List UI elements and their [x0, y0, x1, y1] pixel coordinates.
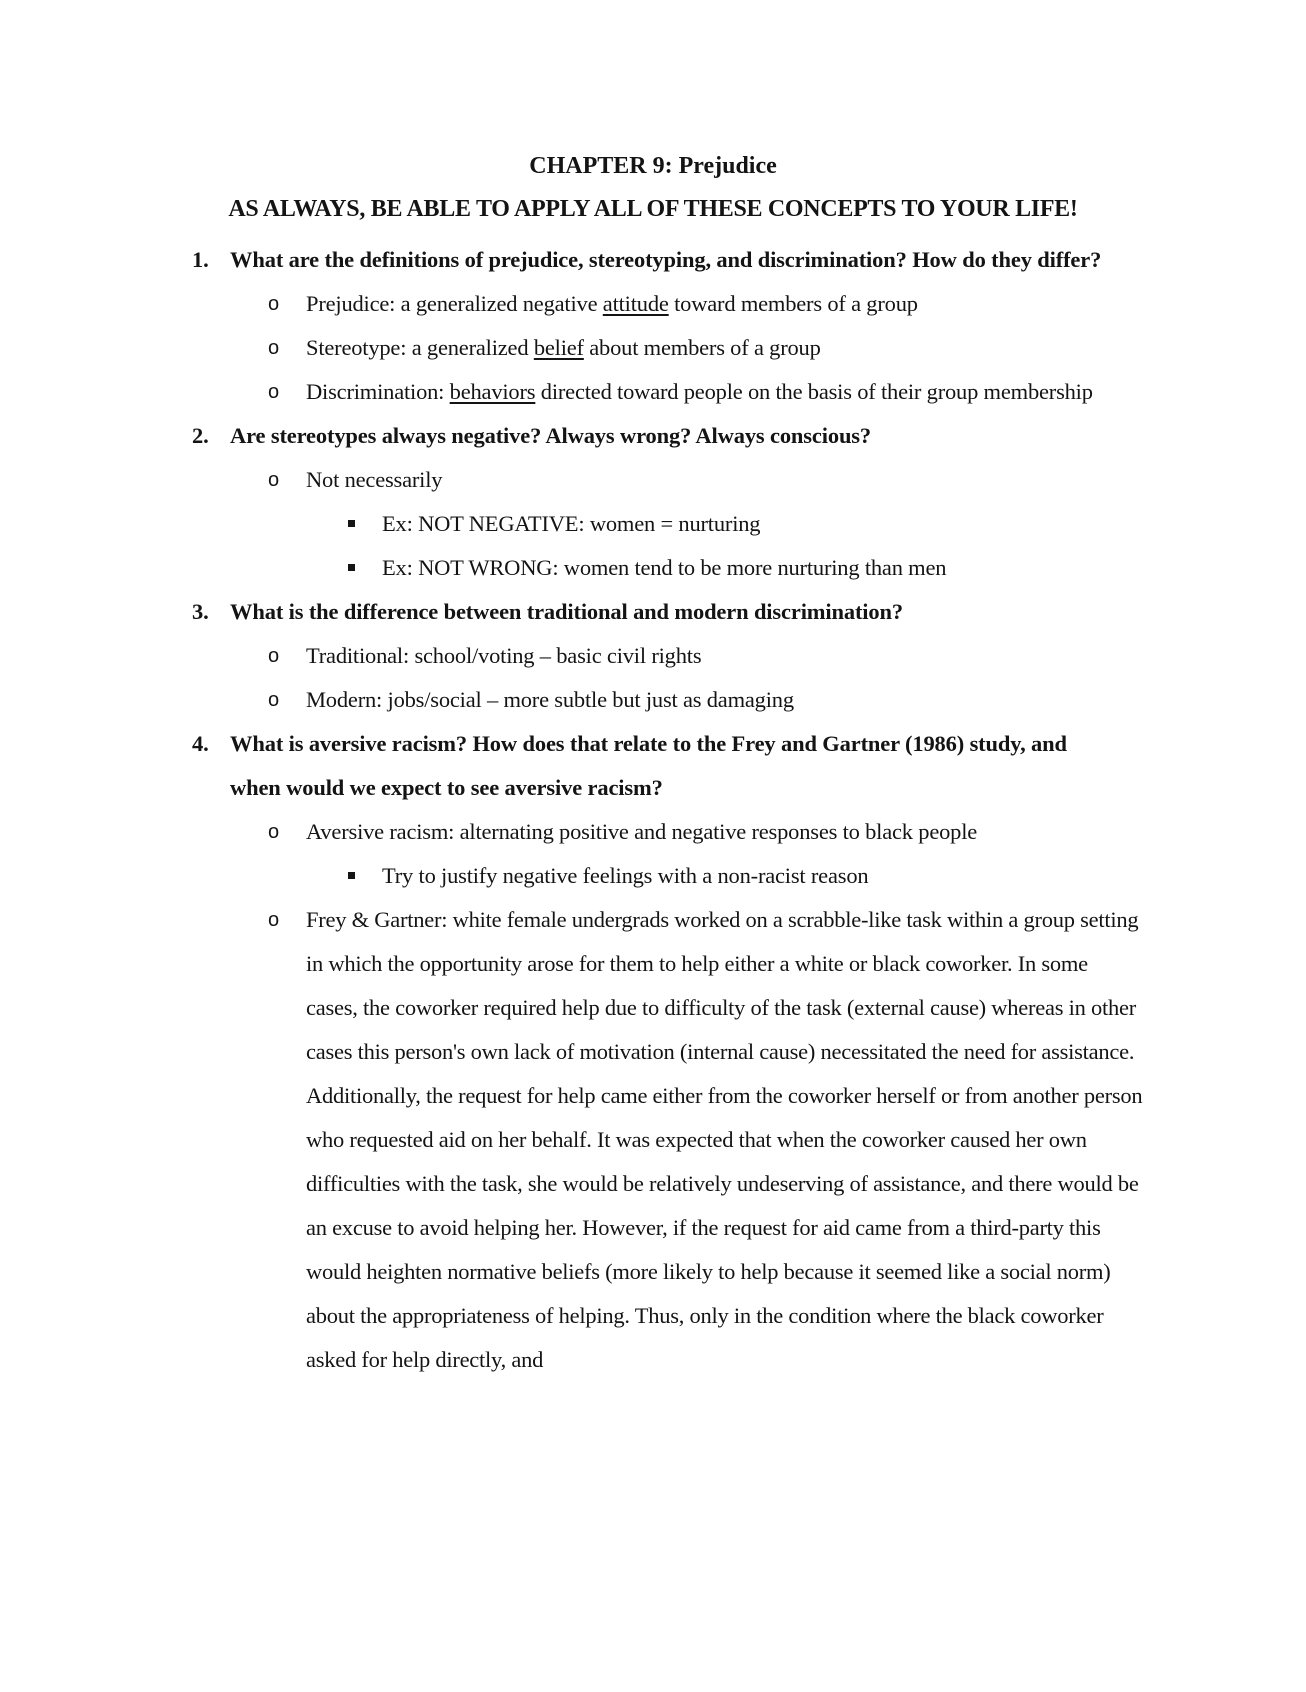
- question-3: [192, 590, 1110, 634]
- list-item: [268, 282, 1136, 326]
- square-bullet-icon: [348, 564, 355, 571]
- list-item: [268, 370, 1136, 414]
- question-text: What is aversive racism? How does that relate to the Frey and Gartner (1986) study, and when would we expect to see aversive racism?: [230, 731, 1067, 800]
- item-text: Stereotype: a generalized: [306, 335, 534, 360]
- bullet-marker: o: [268, 645, 279, 667]
- question-4: [192, 722, 1110, 810]
- item-text: Traditional: school/voting – basic civil rights: [306, 643, 702, 668]
- bullet-marker: o: [268, 469, 279, 491]
- bullet-marker: o: [268, 821, 279, 843]
- bullet-marker: o: [268, 293, 279, 315]
- item-text: directed toward people on the basis of their group membership: [535, 379, 1093, 404]
- list-item-paragraph: [268, 898, 1144, 1382]
- question-number: 3.: [192, 599, 209, 624]
- item-text: Try to justify negative feelings with a non-racist reason: [382, 863, 869, 888]
- list-item: [268, 634, 1136, 678]
- bullet-marker: o: [268, 337, 279, 359]
- question-number: 1.: [192, 247, 209, 272]
- sub-list-item: [382, 546, 1142, 590]
- page-subtitle: AS ALWAYS, BE ABLE TO APPLY ALL OF THESE CONCEPTS TO YOUR LIFE!: [228, 196, 1078, 222]
- item-text: Aversive racism: alternating positive and negative responses to black people: [306, 819, 978, 844]
- square-bullet-icon: [348, 872, 355, 879]
- item-text: Prejudice: a generalized negative: [306, 291, 603, 316]
- question-1: [192, 238, 1110, 282]
- list-item: [268, 678, 1136, 722]
- item-text: toward members of a group: [668, 291, 918, 316]
- question-text: What are the definitions of prejudice, stereotyping, and discrimination? How do they differ?: [230, 247, 1102, 272]
- list-item: [268, 326, 1136, 370]
- square-bullet-icon: [348, 520, 355, 527]
- question-2: [192, 414, 1110, 458]
- item-text: about members of a group: [583, 335, 821, 360]
- bullet-marker: o: [268, 381, 279, 403]
- sub-list-item: [382, 854, 1142, 898]
- question-text: What is the difference between traditional and modern discrimination?: [230, 599, 903, 624]
- page-title: CHAPTER 9: Prejudice: [529, 153, 777, 179]
- underlined-term: belief: [533, 335, 584, 360]
- question-number: 4.: [192, 731, 209, 756]
- underlined-term: behaviors: [449, 379, 536, 404]
- list-item: [268, 458, 1136, 502]
- item-text: Ex: NOT WRONG: women tend to be more nurturing than men: [382, 555, 947, 580]
- item-text: Modern: jobs/social – more subtle but just as damaging: [306, 687, 794, 712]
- item-text: Ex: NOT NEGATIVE: women = nurturing: [382, 511, 761, 536]
- bullet-marker: o: [268, 909, 279, 931]
- sub-list-item: [382, 502, 1142, 546]
- bullet-marker: o: [268, 689, 279, 711]
- question-list: [0, 238, 1306, 1382]
- question-text: Are stereotypes always negative? Always wrong? Always conscious?: [230, 423, 872, 448]
- list-item: [268, 810, 1136, 854]
- paragraph-text: Frey & Gartner: white female undergrads worked on a scrabble-like task within a group setting in which the opportunity arose for them to help either a white or black coworker. In some cases, the coworker required help due to difficulty of the task (external cause) whereas in other cases this person's own lack of motivation (internal cause) necessitated the need for assistance. Additionally, the request for help came either from the coworker herself or from another person who requested aid on her behalf. It was expected that when the coworker caused her own difficulties with the task, she would be relatively undeserving of assistance, and there would be an excuse to avoid helping her. However, if the request for aid came from a third-party this would heighten normative beliefs (more likely to help because it seemed like a social norm) about the appropriateness of helping. Thus, only in the condition where the black coworker asked for help directly, and: [306, 907, 1143, 1372]
- underlined-term: attitude: [602, 291, 669, 316]
- question-number: 2.: [192, 423, 209, 448]
- item-text: Discrimination:: [306, 379, 450, 404]
- item-text: Not necessarily: [306, 467, 443, 492]
